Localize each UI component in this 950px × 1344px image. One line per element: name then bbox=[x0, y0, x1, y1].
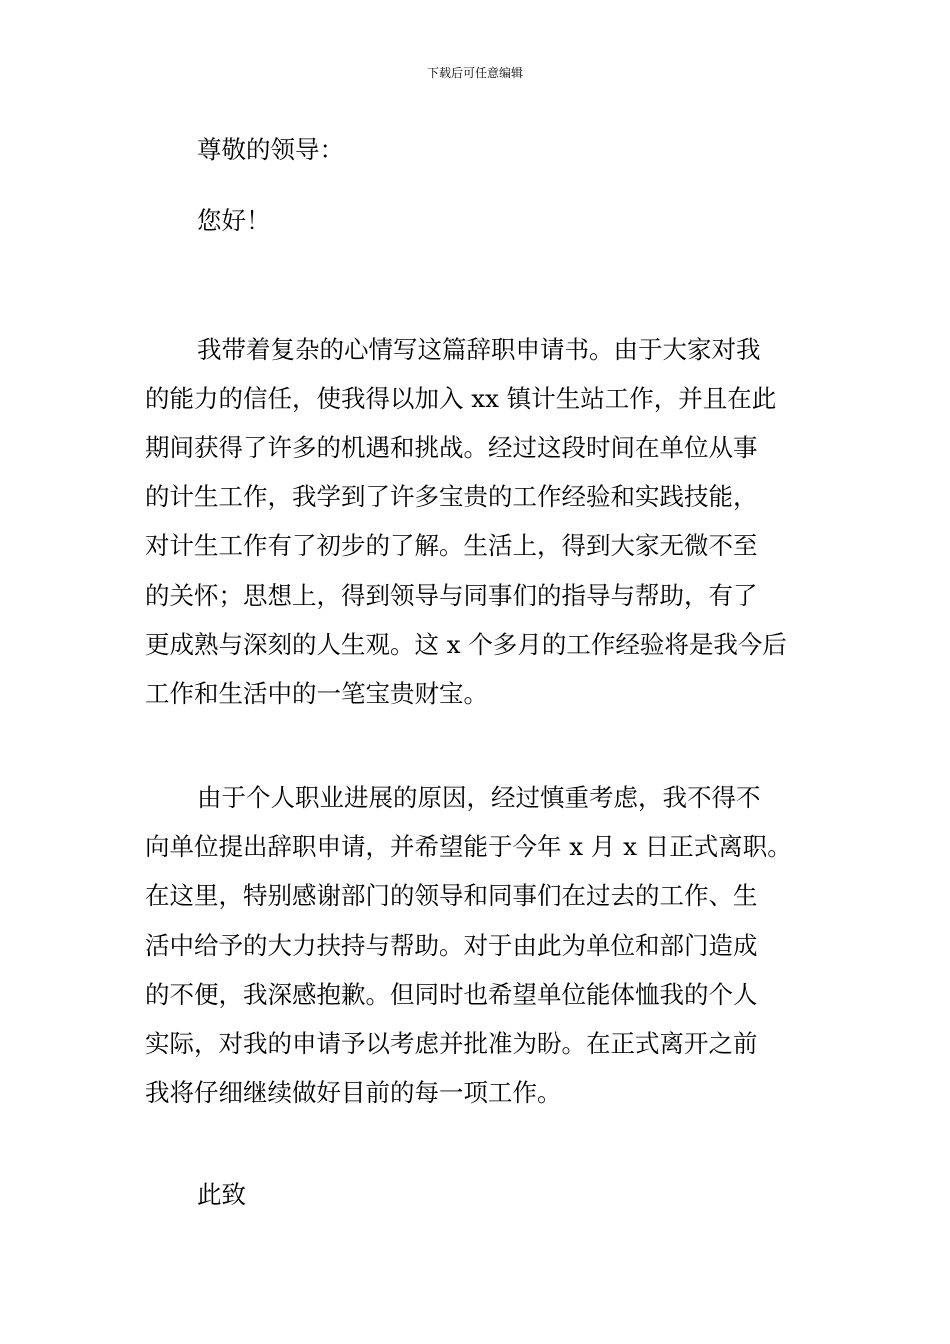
paragraph-line: 的能力的信任，使我得以加入 xx 镇计生站工作，并且在此 bbox=[145, 384, 777, 413]
paragraph-line: 的关怀；思想上，得到领导与同事们的指导与帮助，有了 bbox=[145, 581, 758, 610]
closing: 此致 bbox=[197, 1180, 246, 1209]
paragraph-line: 我带着复杂的心情写这篇辞职申请书。由于大家对我 bbox=[197, 335, 761, 364]
salutation: 尊敬的领导： bbox=[197, 135, 344, 164]
paragraph-line: 由于个人职业进展的原因，经过慎重考虑，我不得不 bbox=[197, 783, 761, 812]
paragraph-line: 活中给予的大力扶持与帮助。对于由此为单位和部门造成 bbox=[145, 931, 758, 960]
paragraph-line: 向单位提出辞职申请，并希望能于今年 x 月 x 日正式离职。 bbox=[145, 832, 792, 861]
paragraph-line: 在这里，特别感谢部门的领导和同事们在过去的工作、生 bbox=[145, 881, 758, 910]
paragraph-line: 的计生工作，我学到了许多宝贵的工作经验和实践技能， bbox=[145, 482, 758, 511]
header-note: 下载后可任意编辑 bbox=[426, 66, 523, 80]
greeting: 您好！ bbox=[197, 206, 271, 235]
paragraph-line: 实际，对我的申请予以考虑并批准为盼。在正式离开之前 bbox=[145, 1029, 758, 1058]
paragraph-line: 更成熟与深刻的人生观。这 x 个多月的工作经验将是我今后 bbox=[145, 630, 787, 659]
paragraph-line: 我将仔细继续做好目前的每一项工作。 bbox=[145, 1078, 562, 1107]
paragraph-line: 对计生工作有了初步的了解。生活上，得到大家无微不至 bbox=[145, 531, 758, 560]
paragraph-line: 工作和生活中的一笔宝贵财宝。 bbox=[145, 679, 488, 708]
paragraph-line: 的不便，我深感抱歉。但同时也希望单位能体恤我的个人 bbox=[145, 980, 758, 1009]
paragraph-line: 期间获得了许多的机遇和挑战。经过这段时间在单位从事 bbox=[145, 433, 758, 462]
